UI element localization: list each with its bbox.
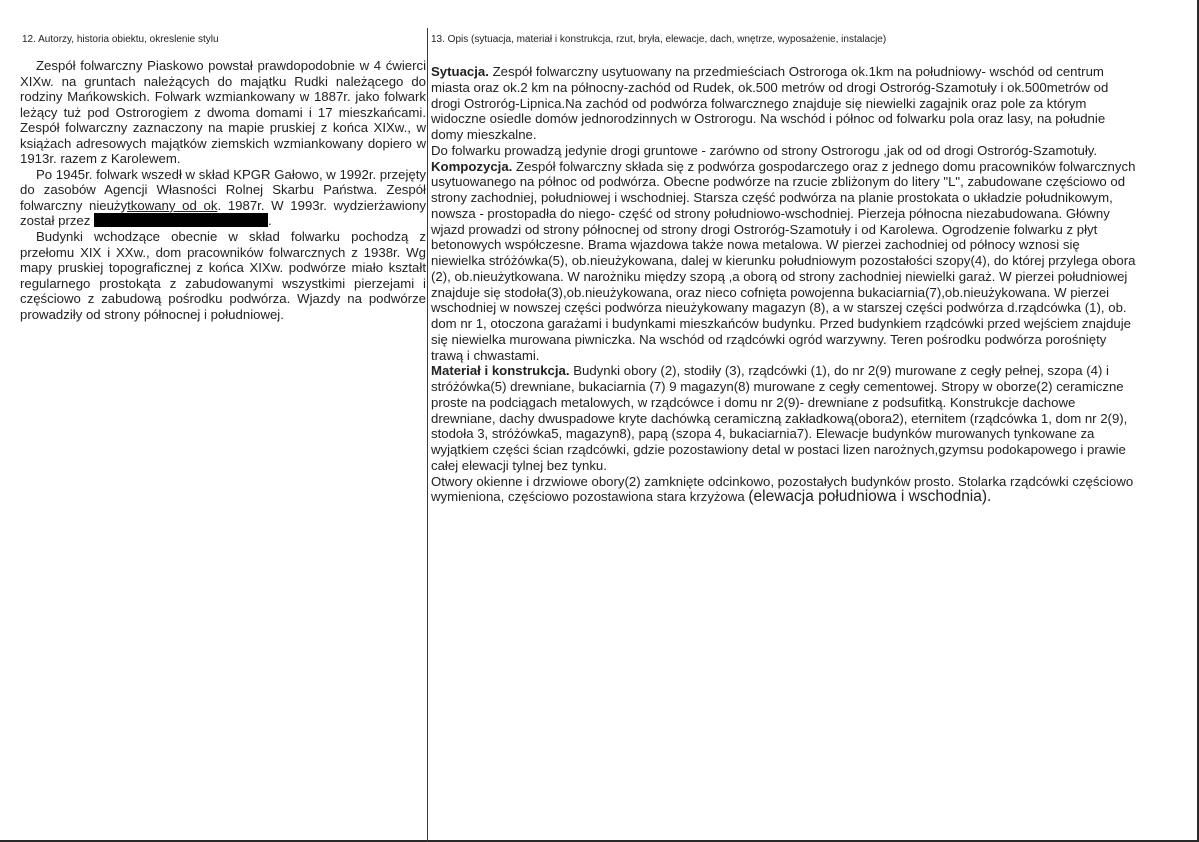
sytuacja-text: Zespół folwarczny usytuowany na przedmieściach Ostroroga ok.1km na południowy- wschód od centrum miasta oraz ok.2 km na północny-zachód od Rudek, ok.500 metrów od drogi Ostroróg-Szamotuły i ok.500metrów od drogi Ostroróg-Lipnica.Na zachód od podwórza folwarcznego znajduje się niewielki zagajnik oraz pole za którym widoczne osiedle domów jednorodzinnych w Ostrorogu. Na wschód i północ od folwarku pola oraz lasy, na południe domy mieszkalne. [431,64,1109,142]
description-column [431,64,1136,505]
column-divider [427,28,428,842]
material-label: Materiał i konstrukcja. [431,363,570,379]
history-paragraph-2-end: . [268,213,272,229]
left-column-header: 12. Autorzy, historia obiektu, okreslenie stylu [22,34,219,45]
kompozycja-section [431,159,1136,364]
openings-paragraph [431,474,1136,506]
sytuacja-label: Sytuacja. [431,64,489,79]
openings-text: Otwory okienne i drzwiowe obory(2) zamknięte odcinkowo, pozostałych budynków prosto. Stolarka rządcówki częściowo wymieniona, częściowo pozostawiona stara krzyżowa [431,473,1134,505]
history-paragraph-3: Budynki wchodzące obecnie w skład folwarku pochodzą z przełomu XIX i XXw., dom pracowników folwarcznych z 1938r. Wg mapy pruskiej topograficznej z końca XIXw. podwórze miało kształt regularnego prostokąta z zabudowanymi wszystkimi pierzejami i częściowo z zabudową pośrodku podwórza. Wjazdy na podwórze prowadziły od strony północnej i południowej. [20,229,426,322]
material-text: Budynki obory (2), stodiły (3), rządcówki (1), do nr 2(9) murowane z cegły pełnej, szopa (4) i stróżówka(5) drewniane, bukaciarnia (7) 9 magazyn(8) murowane z cegły cementowej. Stropy w oborze(2) ceramiczne proste na podciągach metalowych, w rządcówce i domu nr 2(9)- drewniane z podsufitką. Konstrukcje dachowe drewniane, dachy dwuspadowe kryte dachówką ceramiczną zakładkową(obora2), eternitem (rządcówka 1, dom nr 2(9), stodoła 3, stróżówka5, magazyn8), papą (szopa 4, bukaciarnia7). Elewacje budynków murowanych tynkowane za wyjątkiem części ścian rządcówki, gdzie pozostawiony detal w postaci lizen narożnych,gzymsu podokapowego i prawie całej elewacji tylnej bez tynku. [431,363,1128,473]
history-paragraph-2 [20,167,426,229]
kompozycja-text: Zespół folwarczny składa się z podwórza gospodarczego oraz z jednego domu pracowników folwarcznych usytuowanego na północ od podwórza. Obecne podwórze na rzucie zbliżonym do litery "L", zabudowane częściowo od strony zachodniej, południowej i wschodniej. Starsza część podwórza na planie prostokata o układzie południkowym, nowsza - prostopadła do niego- część od strony południowo-wschodniej. Pierzeja północna niezabudowana. Główny wjazd prowadzi od strony północnej od strony drogi Ostroróg-Szamotuły i od Karolewa. Ogrodzenie folwarku z płyt betonowych współczesne. Brama wjazdowa także nowa metalowa. W pierzei zachodniej od północy wznosi się niewielka stróżówka(5), ob.nieużykowana, dalej w kierunku południowym pozostałości szopy(4), do której przylega obora (2), ob.nieużytkowana. W narożniku między szopą ,a oborą od strony zachodniej niewielki garaż. W pierzei południowej znajduje się stodoła(3),ob.nieużykowana, oraz nieco cofnięta powojenna bukaciarnia(7),ob.nieużykowana. W pierzei wschodniej w nowszej części podwórza nieużykowany magazyn (8), a w starszej części podwórza d.rządcówka (1), ob. dom nr 1, otoczona garażami i budynkami mieszkańców budynku. Przed budynkiem rządcówki przed wejściem znajduje się niewielka murowana piwniczka. Na wschód od rządcówki ogród warzywny. Teren pośrodku podwórza porośnięty trawą i chwastami. [431,158,1136,363]
material-section [431,363,1136,473]
history-column [20,58,426,322]
history-paragraph-2-middle: . 1987r. W 1993r. wydzierżawiony został przez [20,197,426,229]
openings-elevation-note: (elewacja południowa i wschodnia). [748,488,992,506]
history-underlined-text: tkowany od ok [127,197,218,213]
roads-paragraph: Do folwarku prowadzą jedynie drogi gruntowe - zarówno od strony Ostrorogu ,jak od od drogi Ostroróg-Szamotuły. [431,142,1098,158]
right-column-header: 13. Opis (sytuacja, materiał i konstrukcja, rzut, bryła, elewacje, dach, wnętrze, wyposażenie, instalacje) [431,34,887,45]
sytuacja-section [431,64,1136,143]
redaction-bar [94,213,268,227]
history-paragraph-1: Zespół folwarczny Piaskowo powstał prawdopodobnie w 4 ćwierci XIXw. na gruntach należących do majątku Rudki należącego do rodziny Mańkowskich. Folwark wzmiankowany w 1887r. jako folwark leżący tuż pod Ostrorogiem z dwoma domami i 17 mieszkańcami. Zespół folwarczny zaznaczony na mapie pruskiej z końca XIXw., w książach adresowych majątków ziemskich wzmiankowany dopiero w 1913r. razem z Karolewem. [20,58,426,167]
kompozycja-label: Kompozycja. [431,158,513,174]
history-paragraph-2-start: Po 1945r. folwark wszedł w skład KPGR Gałowo, w 1992r. przejęty do zasobów Agencji Własności Rolnej Skarbu Państwa. Zespół folwarczny nieuży [20,166,426,213]
